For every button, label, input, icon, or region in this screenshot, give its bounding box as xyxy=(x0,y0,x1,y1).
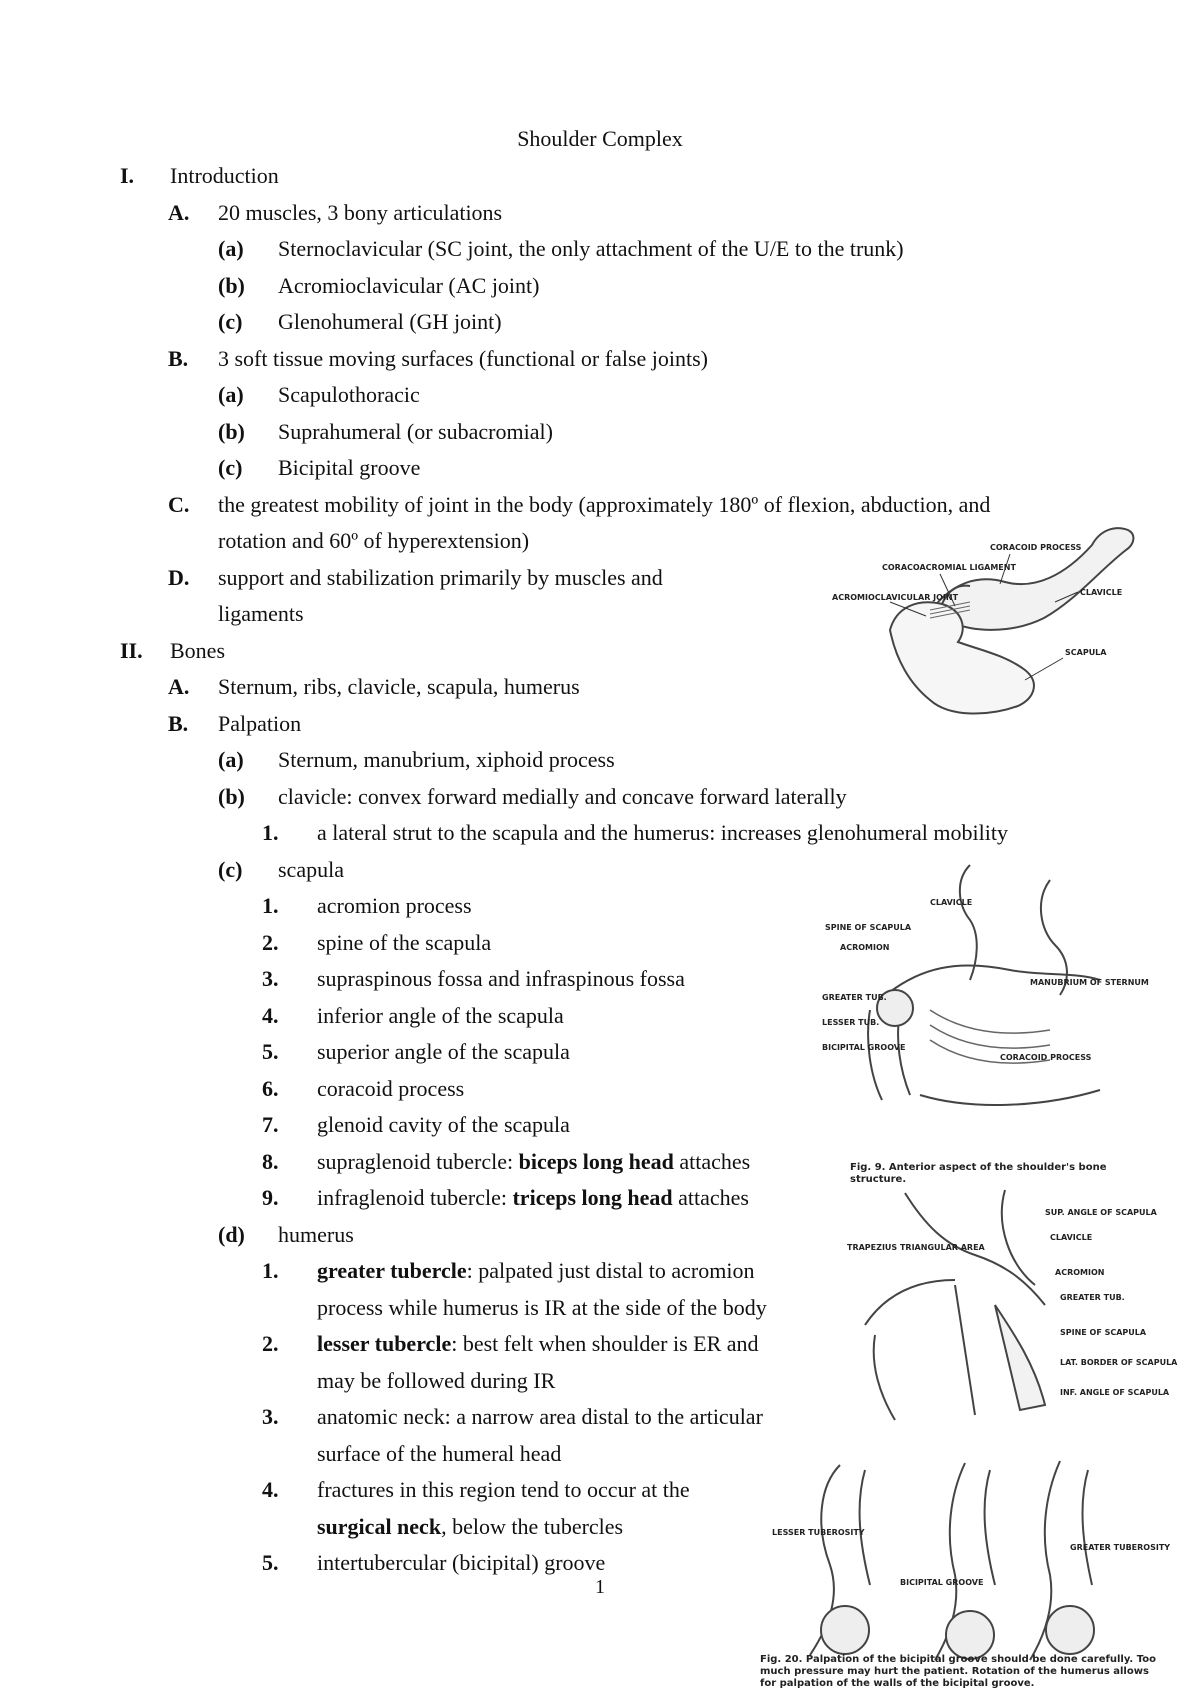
text-segment: may be followed during IR xyxy=(317,1367,556,1393)
outline-text xyxy=(278,234,904,264)
outline-text xyxy=(317,1183,749,1213)
outline-marker: 1. xyxy=(262,893,279,918)
text-segment: Sternoclavicular (SC joint, the only attachment of the U/E to the trunk) xyxy=(278,236,904,261)
text-segment: Suprahumeral (or subacromial) xyxy=(278,418,553,444)
outline-marker: (b) xyxy=(218,783,245,809)
label-scapula: SCAPULA xyxy=(1065,648,1107,657)
outline-marker: (d) xyxy=(218,1221,245,1247)
text-segment: infraglenoid tubercle: xyxy=(317,1185,513,1210)
text-segment: 3 soft tissue moving surfaces (functional or false joints) xyxy=(218,345,709,371)
label-acromion-3: ACROMION xyxy=(1055,1268,1105,1277)
figure-bicipital-groove xyxy=(770,1455,1171,1685)
label-coracoid-process: CORACOID PROCESS xyxy=(990,543,1082,552)
text-segment: Bones xyxy=(170,637,225,663)
outline-marker: 1. xyxy=(262,820,279,845)
outline-marker: 8. xyxy=(262,1148,279,1174)
outline-text xyxy=(170,161,279,191)
outline-marker: C. xyxy=(168,491,190,517)
outline-text xyxy=(278,745,615,775)
outline-text xyxy=(317,1329,759,1359)
outline-marker: (b) xyxy=(218,418,245,444)
label-lat-border: LAT. BORDER OF SCAPULA xyxy=(1060,1358,1178,1367)
text-segment: Palpation xyxy=(218,710,302,736)
outline-text xyxy=(218,490,990,520)
bold-term: lesser tubercle xyxy=(317,1331,452,1356)
text-segment: humerus xyxy=(278,1221,354,1247)
outline-marker: 1. xyxy=(262,1258,279,1283)
text-segment: inferior angle of the scapula xyxy=(317,1002,564,1028)
outline-marker: (a) xyxy=(218,236,244,261)
outline-text xyxy=(278,271,539,301)
outline-marker: 3. xyxy=(262,966,279,991)
text-segment: superior angle of the scapula xyxy=(317,1039,570,1064)
outline-text xyxy=(317,1439,561,1469)
outline-text xyxy=(170,636,225,666)
figure-anterior-shoulder xyxy=(820,860,1149,1135)
outline-marker: (a) xyxy=(218,382,244,407)
page-number: 1 xyxy=(595,1576,605,1598)
outline-marker: 5. xyxy=(262,1550,279,1575)
label-manubrium: MANUBRIUM OF STERNUM xyxy=(1030,978,1149,987)
outline-text xyxy=(218,599,304,629)
outline-marker: (c) xyxy=(218,309,243,334)
text-segment: 20 muscles, 3 bony articulations xyxy=(218,199,503,225)
outline-marker: B. xyxy=(168,710,189,736)
label-greater-tub-3: GREATER TUB. xyxy=(1060,1293,1125,1302)
label-inf-angle: INF. ANGLE OF SCAPULA xyxy=(1060,1388,1170,1397)
label-lesser-tuberosity: LESSER TUBEROSITY xyxy=(772,1528,865,1537)
text-segment: process while humerus is IR at the side of the body xyxy=(317,1294,767,1320)
text-segment: Acromioclavicular (AC joint) xyxy=(278,272,540,298)
outline-text xyxy=(317,964,685,994)
outline-marker: (a) xyxy=(218,747,244,772)
outline-text xyxy=(218,198,502,228)
bold-term: biceps long head xyxy=(518,1148,674,1174)
text-segment: attaches xyxy=(672,1185,749,1210)
text-segment: Glenohumeral (GH joint) xyxy=(278,309,502,334)
outline-text xyxy=(278,855,344,885)
text-segment: coracoid process xyxy=(317,1075,465,1101)
outline-marker: D. xyxy=(168,564,190,590)
outline-marker: 4. xyxy=(262,1002,279,1028)
outline-text xyxy=(317,1293,767,1323)
outline-text xyxy=(317,1475,690,1505)
text-segment: ligaments xyxy=(218,601,304,626)
text-segment: intertubercular (bicipital) groove xyxy=(317,1550,606,1575)
bold-term: surgical neck xyxy=(317,1513,442,1539)
text-segment: Bicipital groove xyxy=(278,455,421,480)
text-segment: Sternum, ribs, clavicle, scapula, humerus xyxy=(218,674,580,699)
outline-marker: A. xyxy=(168,674,190,699)
outline-marker: 3. xyxy=(262,1404,279,1429)
text-segment: a lateral strut to the scapula and the humerus: increases glenohumeral mobility xyxy=(317,820,1008,845)
text-segment: scapula xyxy=(278,856,344,882)
label-sup-angle: SUP. ANGLE OF SCAPULA xyxy=(1045,1208,1157,1217)
outline-marker: (c) xyxy=(218,455,243,480)
outline-text xyxy=(218,344,708,374)
bold-term: triceps long head xyxy=(512,1185,673,1210)
label-bicipital-groove-4: BICIPITAL GROOVE xyxy=(900,1578,984,1587)
outline-text xyxy=(218,563,663,593)
label-bicipital-groove: BICIPITAL GROOVE xyxy=(822,1043,906,1052)
text-segment: the greatest mobility of joint in the body (approximately 180º of flexion, abduction, and xyxy=(218,491,991,517)
text-segment: anatomic neck: a narrow area distal to the articular xyxy=(317,1404,763,1429)
label-acromioclavicular-joint: ACROMIOCLAVICULAR JOINT xyxy=(832,593,959,602)
outline-text xyxy=(317,928,491,958)
outline-marker: 2. xyxy=(262,1331,279,1356)
outline-marker: 5. xyxy=(262,1039,279,1064)
figure-ac-joint xyxy=(830,520,1160,720)
outline-marker: B. xyxy=(168,345,189,371)
outline-text xyxy=(317,1110,570,1140)
outline-text xyxy=(278,380,420,410)
label-greater-tuberosity: GREATER TUBEROSITY xyxy=(1070,1543,1171,1552)
text-segment: surface of the humeral head xyxy=(317,1440,562,1466)
outline-text xyxy=(317,1512,623,1542)
outline-text xyxy=(218,526,529,556)
label-lesser-tub: LESSER TUB. xyxy=(822,1018,880,1027)
outline-marker: 7. xyxy=(262,1112,279,1137)
figure-9-caption: Fig. 9. Anterior aspect of the shoulder's bone structure. xyxy=(850,1162,1107,1185)
figure-posterior-shoulder xyxy=(845,1185,1178,1430)
outline-marker: 6. xyxy=(262,1075,279,1101)
text-segment: spine of the scapula xyxy=(317,929,492,955)
text-segment: Scapulothoracic xyxy=(278,382,420,407)
text-segment: Introduction xyxy=(170,163,279,188)
label-clavicle: CLAVICLE xyxy=(1080,588,1123,597)
outline-text xyxy=(218,672,580,702)
text-segment: glenoid cavity of the scapula xyxy=(317,1112,570,1137)
outline-text xyxy=(278,782,847,812)
label-spine-of-scapula: SPINE OF SCAPULA xyxy=(825,923,912,932)
outline-text xyxy=(317,891,472,921)
text-segment: supraglenoid tubercle: xyxy=(317,1148,519,1174)
outline-text xyxy=(317,818,1008,848)
outline-marker: (b) xyxy=(218,272,245,298)
outline-text xyxy=(317,1147,750,1177)
label-acromion: ACROMION xyxy=(840,943,890,952)
figure-20-caption: Fig. 20. Palpation of the bicipital groove should be done carefully. Too much pressure may hurt the patient. Rotation of the humerus allows for palpation of the walls of the bicipital groove. xyxy=(760,1654,1156,1689)
outline-marker: 4. xyxy=(262,1477,279,1502)
text-segment: : palpated just distal to acromion xyxy=(466,1258,755,1283)
outline-text xyxy=(317,1037,570,1067)
outline-marker: I. xyxy=(120,163,135,188)
outline-marker: (c) xyxy=(218,856,243,882)
outline-text xyxy=(278,417,553,447)
outline-text xyxy=(317,1548,605,1578)
outline-text xyxy=(317,1256,754,1286)
text-segment: attaches xyxy=(673,1148,751,1174)
text-segment: clavicle: convex forward medially and concave forward laterally xyxy=(278,783,847,809)
label-greater-tub: GREATER TUB. xyxy=(822,993,887,1002)
bold-term: greater tubercle xyxy=(317,1258,467,1283)
label-clavicle-2: CLAVICLE xyxy=(930,898,973,907)
outline-text xyxy=(278,453,420,483)
text-segment: support and stabilization primarily by muscles and xyxy=(218,564,663,590)
label-trapezius: TRAPEZIUS TRIANGULAR AREA xyxy=(847,1243,985,1252)
outline-marker: II. xyxy=(120,637,143,663)
text-segment: supraspinous fossa and infraspinous fossa xyxy=(317,966,685,991)
outline-marker: 9. xyxy=(262,1185,279,1210)
outline-text xyxy=(317,1001,564,1031)
outline-text xyxy=(317,1074,464,1104)
text-segment: acromion process xyxy=(317,893,472,918)
outline-text xyxy=(278,307,502,337)
outline-marker: 2. xyxy=(262,929,279,955)
outline-text xyxy=(317,1366,555,1396)
text-segment: rotation and 60º of hyperextension) xyxy=(218,528,530,553)
label-clavicle-3: CLAVICLE xyxy=(1050,1233,1093,1242)
label-coracoid-process-2: CORACOID PROCESS xyxy=(1000,1053,1092,1062)
outline-text xyxy=(218,709,301,739)
text-segment: , below the tubercles xyxy=(441,1513,624,1539)
label-spine-3: SPINE OF SCAPULA xyxy=(1060,1328,1147,1337)
label-coracoacromial-ligament: CORACOACROMIAL LIGAMENT xyxy=(882,563,1016,572)
outline-text xyxy=(317,1402,763,1432)
text-segment: Sternum, manubrium, xiphoid process xyxy=(278,747,615,772)
page-title: Shoulder Complex xyxy=(517,126,683,151)
outline-text xyxy=(278,1220,354,1250)
text-segment: fractures in this region tend to occur at the xyxy=(317,1477,690,1502)
outline-marker: A. xyxy=(168,199,190,225)
text-segment: : best felt when shoulder is ER and xyxy=(451,1331,759,1356)
